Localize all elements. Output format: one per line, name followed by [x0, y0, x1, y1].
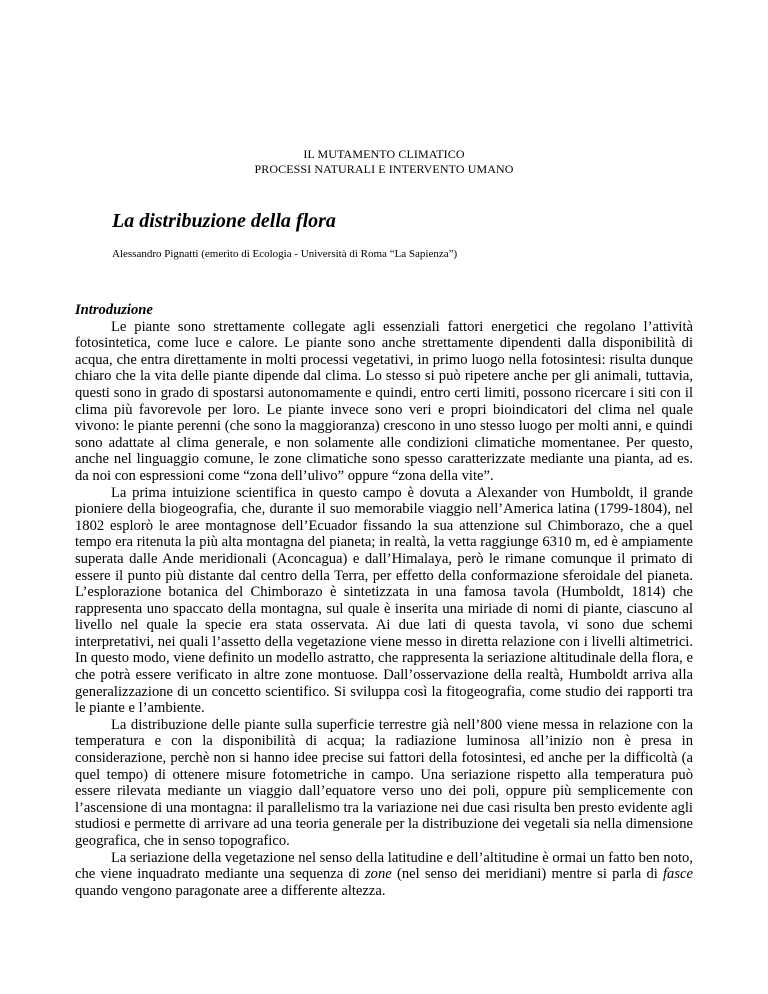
paragraph-4 [75, 850, 693, 900]
paragraph-4-text-a: La seriazione della vegetazione nel senso della latitudine e dell’altitudine è ormai un fatto ben noto, che viene inquadrato mediante una sequenza di [75, 849, 693, 883]
document-header [0, 147, 768, 177]
header-line-2: PROCESSI NATURALI E INTERVENTO UMANO [254, 162, 514, 176]
term-zone: zone [365, 866, 392, 883]
paragraph-4-text-b: (nel senso dei meridiani) mentre si parla di [391, 866, 663, 883]
paragraph-3: La distribuzione delle piante sulla superficie terrestre già nell’800 viene messa in relazione con la temperatura e con la disponibilità di acqua; la radiazione luminosa all’inizio non è presa in considerazione, perchè non si hanno idee precise sui fattori della fotosintesi, ed anche per la difficoltà (a quel tempo) di ottenere misure fotometriche in campo. Una seriazione rispetto alla temperatura può essere rilevata mediante un viaggio dall’equatore verso uno dei poli, oppure più semplicemente con l’ascensione di una montagna: il parallelismo tra la variazione nei due casi risulta ben presto evidente agli studiosi e permette di arrivare ad una teoria generale per la distribuzione dei vegetali sia nella dimensione geografica, che in senso topografico. [75, 716, 693, 849]
header-line-1: IL MUTAMENTO CLIMATICO [303, 147, 465, 161]
section-heading: Introduzione [75, 302, 153, 318]
author-line: Alessandro Pignatti (emerito di Ecologia - Università di Roma “La Sapienza”) [112, 248, 458, 260]
paragraph-1: Le piante sono strettamente collegate agli essenziali fattori energetici che regolano l’attività fotosintetica, come luce e calore. Le piante sono anche strettamente dipendenti dalla disponibilità di acqua, che entra direttamente in molti processi vegetativi, in primo luogo nella fotosintesi: risulta dunque chiaro che la vita delle piante dipende dal clima. Lo stesso si può ripetere anche per gli animali, tuttavia, questi sono in grado di spostarsi autonomamente e quindi, entro certi limiti, possono ricercare i siti con il clima più favorevole per loro. Le piante invece sono veri e propri bioindicatori del clima nel quale vivono: le piante perenni (che sono la maggioranza) crescono in uno stesso luogo per molti anni, e quindi sono adattate al clima generale, e non solamente alle condizioni climatiche momentanee. Per questo, anche nel linguaggio comune, le zone climatiche sono spesso caratterizzate mediante una pianta, ad es. da noi con espressioni come “zona dell’ulivo” oppure “zona della vite”. [75, 318, 693, 484]
paragraph-4-text-c: quando vengono paragonate aree a differente altezza. [75, 882, 386, 899]
paragraph-2: La prima intuizione scientifica in questo campo è dovuta a Alexander von Humboldt, il grande pioniere della biogeografia, che, durante il suo memorabile viaggio nell’America latina (1799-1804), nel 1802 esplorò le aree montagnose dell’Ecuador fissando la sua attenzione sul Chimborazo, che a quel tempo era ritenuta la più alta montagna del pianeta; in realtà, la vetta raggiunge 6310 m, ed è ampiamente superata dalle Ande meridionali (Aconcagua) e dall’Himalaya, però le rimane comunque il primato di essere il punto più distante dal centro della Terra, per effetto della conformazione sferoidale del pianeta. L’esplorazione botanica del Chimborazo è sintetizzata in una famosa tavola (Humboldt, 1814) che rappresenta uno spaccato della montagna, sul quale è inserita una miriade di nomi di piante, ciascuno al livello nel quale la specie era stata osservata. Ai due lati di questa tavola, vi sono due schemi interpretativi, nei quali l’assetto della vegetazione viene messo in diretta relazione con i livelli altimetrici. In questo modo, viene definito un modello astratto, che rappresenta la seriazione altitudinale della flora, e che potrà essere verificato in altre zone montuose. Dall’osservazione della realtà, Humboldt arriva alla generalizzazione di un concetto scientifico. Si sviluppa così la fitogeografia, come studio dei rapporti tra le piante e l’ambiente. [75, 484, 693, 717]
article-body [75, 302, 693, 899]
term-fasce: fasce [663, 866, 693, 883]
article-title: La distribuzione della flora [112, 210, 336, 232]
